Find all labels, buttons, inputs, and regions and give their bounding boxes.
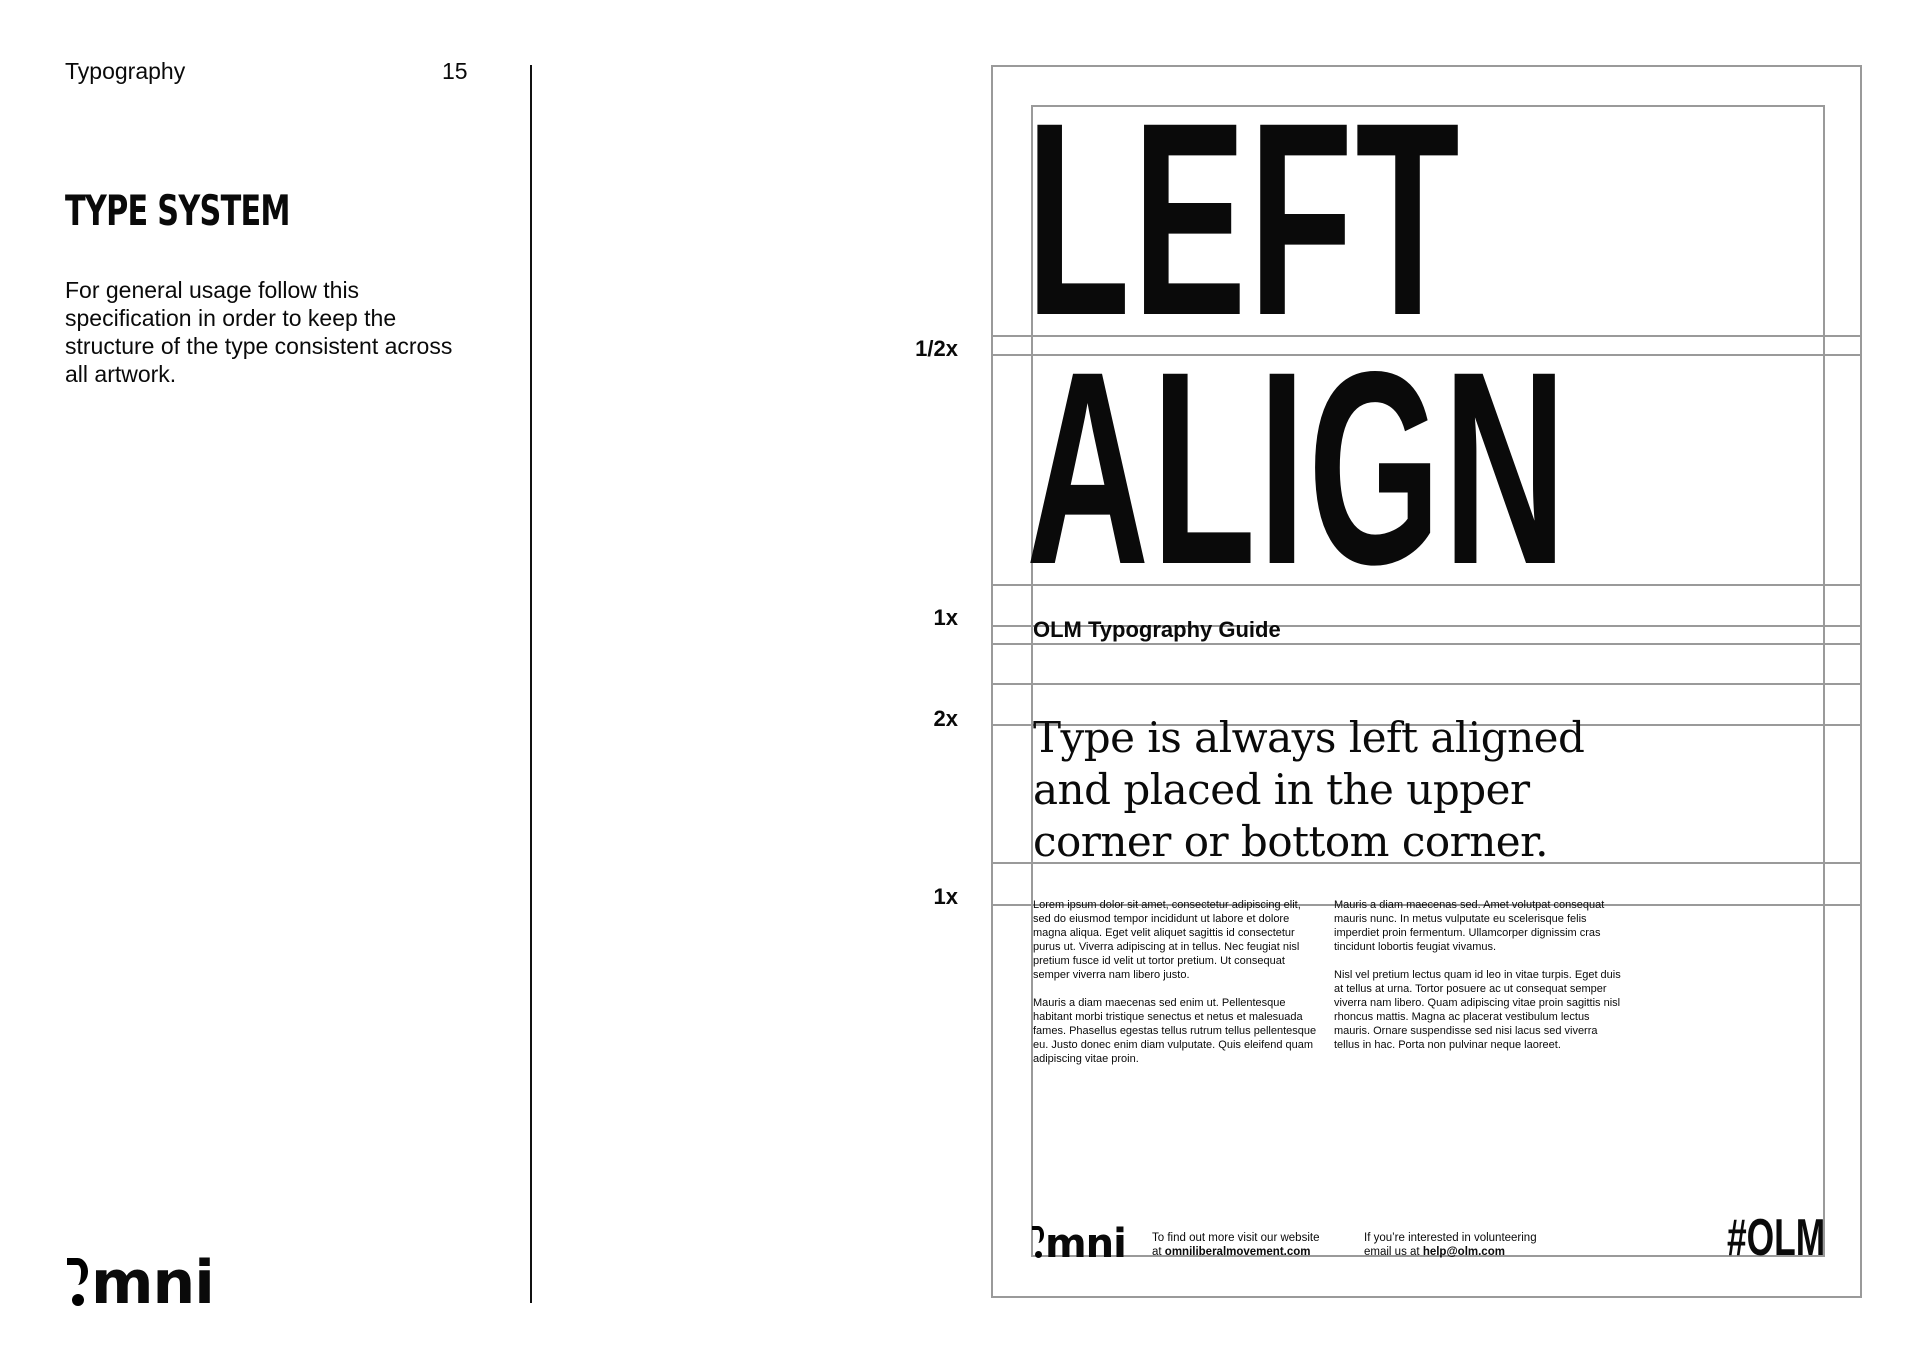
headline-align: ALIGN bbox=[1026, 315, 1569, 622]
footer-volunteer-prefix: email us at bbox=[1364, 1246, 1423, 1258]
body-column-2 bbox=[1334, 898, 1624, 1066]
spacing-label-2x: 2x bbox=[933, 706, 958, 731]
question-mark-icon bbox=[65, 1252, 89, 1308]
footer-website-line1: To find out more visit our website bbox=[1152, 1232, 1320, 1244]
guide-line bbox=[991, 643, 1862, 645]
spacing-label-half: 1/2x bbox=[915, 336, 958, 361]
guide-line bbox=[991, 683, 1862, 685]
question-mark-icon bbox=[1031, 1222, 1044, 1260]
column-divider bbox=[530, 65, 532, 1303]
website-link[interactable]: omniliberalmovement.com bbox=[1164, 1246, 1311, 1258]
body-paragraph: Lorem ipsum dolor sit amet, consectetur adipiscing elit, sed do eiusmod tempor incididunt ut labore et dolore magna aliqua. Eget velit aliquet sagittis id consectetur purus ut. Viverra adipiscing at in tellus. Nec feugiat nisl pretium fusce id velit ut tortor pretium. Ut consequat semper viverra nam libero justo. bbox=[1033, 899, 1301, 981]
body-column-1 bbox=[1033, 898, 1321, 1080]
omni-logo bbox=[65, 1248, 214, 1318]
body-paragraph: Nisl vel pretium lectus quam id leo in vitae turpis. Eget duis at tellus at urna. Tortor posuere ac ut consequat semper viverra nam libero. Quam adipiscing vitae proin sagittis nisl rhoncus mattis. Magna ac placerat vestibulum lectus mauris. Ornare suspendisse sed nisi lacus sed viverra tellus in hac. Porta non pulvinar neque laoreet. bbox=[1334, 969, 1621, 1051]
headline-left: LEFT bbox=[1026, 66, 1463, 373]
email-link[interactable]: help@olm.com bbox=[1422, 1246, 1505, 1258]
footer-website-prefix: at bbox=[1152, 1246, 1165, 1258]
logo-wordmark: mni bbox=[1045, 1221, 1126, 1267]
spacing-label-1x: 1x bbox=[933, 605, 958, 630]
body-paragraph: Mauris a diam maecenas sed. Amet volutpat consequat mauris nunc. In metus vulputate eu scelerisque felis imperdiet proin fermentum. Ullamcorper dignissim cras tincidunt lobortis feugiat vivamus. bbox=[1334, 899, 1605, 953]
section-label: Typography bbox=[65, 58, 186, 84]
hashtag: #OLM bbox=[1727, 1209, 1826, 1267]
page-number: 15 bbox=[442, 58, 468, 84]
footer-volunteer-line1: If you’re interested in volunteering bbox=[1364, 1232, 1537, 1244]
guide-title: OLM Typography Guide bbox=[1033, 617, 1281, 642]
lead-paragraph: Type is always left aligned and placed in the upper corner or bottom corner. bbox=[1033, 713, 1585, 866]
poster-omni-logo bbox=[1031, 1221, 1126, 1267]
logo-wordmark: mni bbox=[91, 1248, 214, 1318]
footer-website bbox=[1152, 1231, 1319, 1259]
spacing-label-1x: 1x bbox=[933, 884, 958, 909]
footer-volunteer bbox=[1364, 1231, 1537, 1259]
intro-text: For general usage follow this specification in order to keep the structure of the type consistent across all artwork. bbox=[65, 277, 453, 387]
body-paragraph: Mauris a diam maecenas sed enim ut. Pellentesque habitant morbi tristique senectus et netus et malesuada fames. Phasellus egestas tellus rutrum tellus pellentesque eu. Justo donec enim diam vulputate. Quis eleifend quam adipiscing vitae proin. bbox=[1033, 997, 1317, 1065]
page-title: TYPE SYSTEM bbox=[65, 186, 290, 235]
